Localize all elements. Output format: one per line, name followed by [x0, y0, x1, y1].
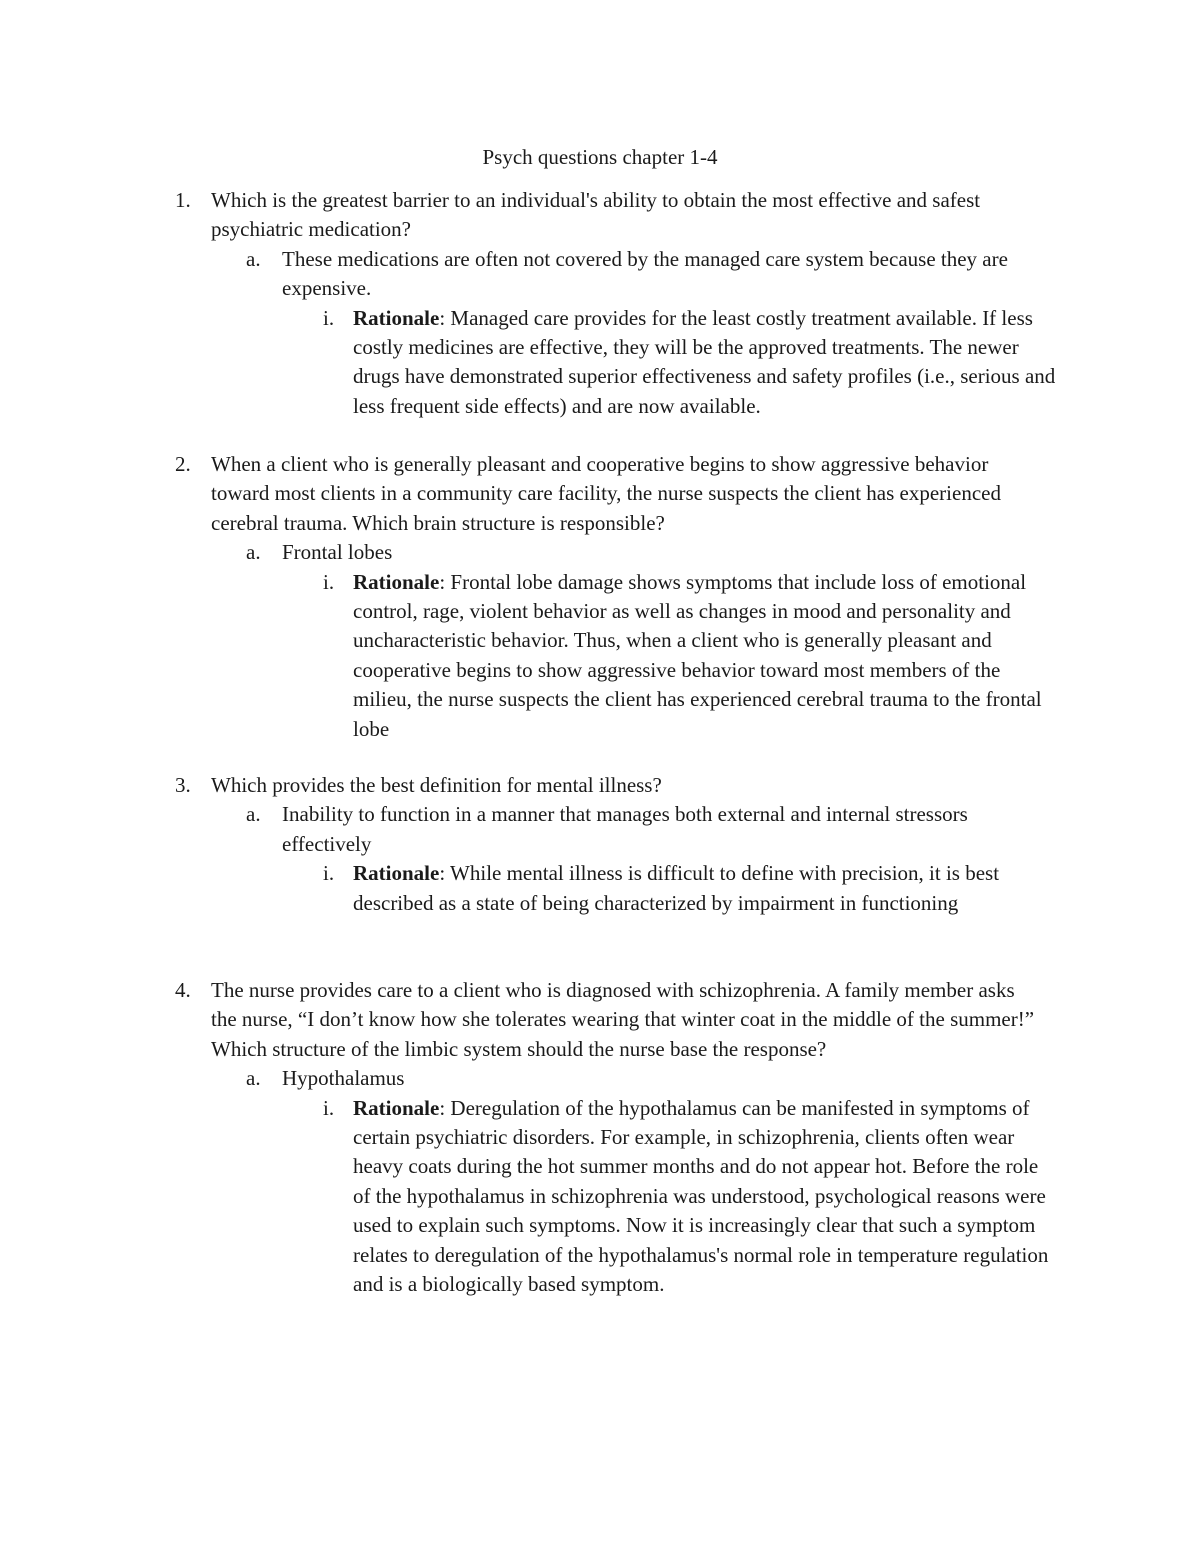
question-number: 3.: [175, 773, 191, 797]
question-3: [0, 771, 1200, 918]
question-number: 2.: [175, 452, 191, 476]
answer-text: Hypothalamus: [282, 1066, 405, 1091]
rationale: [0, 304, 1058, 422]
answer-letter: a.: [246, 540, 261, 565]
answer: [0, 800, 1052, 859]
answer-text: These medications are often not covered by the managed care system because they are expensive.: [282, 246, 1008, 301]
rationale-label: Rationale: [353, 1095, 440, 1120]
question-2: [0, 450, 1200, 744]
question-body: The nurse provides care to a client who is diagnosed with schizophrenia. A family member asks the nurse, “I don’t know how she tolerates wearing that winter coat in the middle of the summer!” Which structure of the limbic system should the nurse base the response?: [211, 978, 1035, 1061]
question-1: [0, 186, 1200, 421]
answer: [0, 245, 1052, 304]
rationale-number: i.: [323, 861, 335, 886]
answer: [0, 538, 1052, 567]
rationale: [0, 1094, 1058, 1300]
question-4: [0, 976, 1200, 1299]
rationale-text: : While mental illness is difficult to define with precision, it is best described as a state of being characterized by impairment in functioning: [353, 861, 1000, 915]
answer: [0, 1064, 1052, 1093]
rationale-number: i.: [323, 1095, 335, 1120]
rationale-number: i.: [323, 569, 335, 594]
question-body: When a client who is generally pleasant and cooperative begins to show aggressive behavior toward most clients in a community care facility, the nurse suspects the client has experienced cerebral trauma. Which brain structure is responsible?: [211, 452, 1001, 535]
question-number: 1.: [175, 188, 191, 212]
rationale-label: Rationale: [353, 569, 440, 594]
rationale: [0, 859, 1058, 918]
question-text: [0, 976, 1041, 1064]
question-body: Which is the greatest barrier to an individual's ability to obtain the most effective and safest psychiatric medication?: [211, 188, 981, 242]
rationale-label: Rationale: [353, 305, 440, 330]
answer-letter: a.: [246, 802, 261, 827]
rationale-label: Rationale: [353, 861, 440, 886]
answer-letter: a.: [246, 1066, 261, 1091]
answer-text: Inability to function in a manner that manages both external and internal stressors effectively: [282, 802, 968, 856]
answer-letter: a.: [246, 246, 261, 271]
rationale-text: : Deregulation of the hypothalamus can be manifested in symptoms of certain psychiatric disorders. For example, in schizophrenia, clients often wear heavy coats during the hot summer months and do not appear hot. Before the role of the hypothalamus in schizophrenia was understood, psychological reasons were used to explain such symptoms. Now it is increasingly clear that such a symptom relates to deregulation of the hypothalamus's normal role in temperature regulation and is a biologically based symptom.: [353, 1095, 1049, 1297]
rationale: [0, 568, 1058, 744]
question-number: 4.: [175, 978, 191, 1002]
question-text: [0, 186, 1041, 245]
rationale-text: : Managed care provides for the least costly treatment available. If less costly medicines are effective, they will be the approved treatments. The newer drugs have demonstrated superior effectiveness and safety profiles (i.e., serious and less frequent side effects) and are now available.: [353, 305, 1056, 418]
page-title: Psych questions chapter 1-4: [482, 145, 718, 169]
rationale-text: : Frontal lobe damage shows symptoms that include loss of emotional control, rage, violent behavior as well as changes in mood and personality and uncharacteristic behavior. Thus, when a client who is generally pleasant and cooperative begins to show aggressive behavior toward most members of the milieu, the nurse suspects the client has experienced cerebral trauma to the frontal lobe: [353, 569, 1042, 741]
question-body: Which provides the best definition for mental illness?: [211, 773, 662, 797]
question-text: [0, 450, 1041, 538]
question-text: [0, 771, 1041, 800]
rationale-number: i.: [323, 305, 335, 330]
answer-text: Frontal lobes: [282, 540, 393, 565]
